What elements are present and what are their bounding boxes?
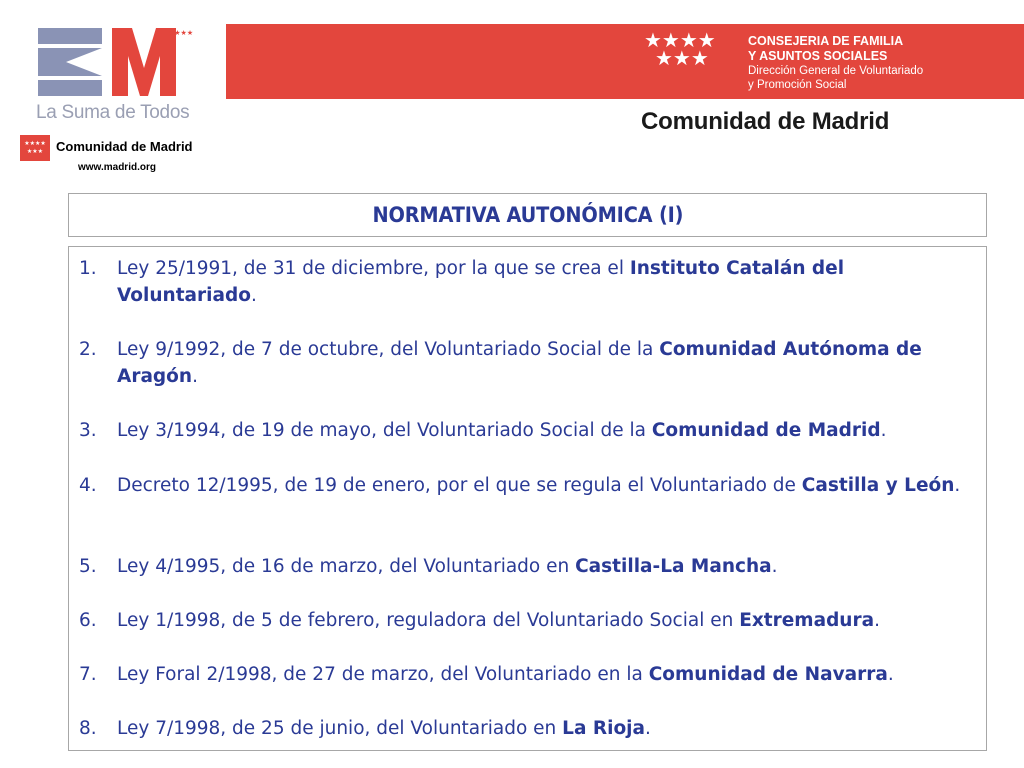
ministry-line-4: y Promoción Social <box>748 79 847 91</box>
item-highlight: Comunidad de Navarra <box>648 664 888 685</box>
law-item <box>69 255 979 309</box>
item-number: 5. <box>79 556 97 577</box>
law-item <box>69 715 979 742</box>
law-item <box>69 336 979 390</box>
item-number: 2. <box>79 339 97 360</box>
law-item <box>69 553 979 580</box>
item-highlight: La Rioja <box>562 718 645 739</box>
item-text: Decreto 12/1995, de 19 de enero, por el que se regula el Voluntariado de Castilla y León. <box>117 475 961 496</box>
stars-icon <box>644 29 734 69</box>
item-highlight: Comunidad Autónoma de Aragón <box>117 339 922 387</box>
item-text: Ley Foral 2/1998, de 27 de marzo, del Voluntariado en la Comunidad de Navarra. <box>117 664 894 685</box>
region-name: Comunidad de Madrid <box>641 108 890 135</box>
small-brand-name: Comunidad de Madrid <box>56 139 193 154</box>
ministry-line-2: Y ASUNTOS SOCIALES <box>748 49 888 63</box>
item-text: Ley 1/1998, de 5 de febrero, reguladora del Voluntariado Social en Extremadura. <box>117 610 880 631</box>
svg-text:★★★★: ★★★★ <box>644 29 716 52</box>
ministry-text <box>748 34 923 92</box>
item-text: Ley 25/1991, de 31 de diciembre, por la que se crea el Instituto Catalán del Voluntariado. <box>117 258 845 306</box>
small-brand-url: www.madrid.org <box>78 162 156 173</box>
item-number: 7. <box>79 664 97 685</box>
sm-logo-mark <box>36 22 196 100</box>
item-number: 8. <box>79 718 97 739</box>
ministry-line-3: Dirección General de Voluntariado <box>748 65 924 77</box>
item-text: Ley 3/1994, de 19 de mayo, del Voluntariado Social de la Comunidad de Madrid. <box>117 420 887 441</box>
madrid-flag-icon: ★★★★ ★★★ <box>20 135 50 161</box>
law-item <box>69 607 979 634</box>
ministry-banner <box>226 24 1024 99</box>
law-list-box <box>68 246 987 751</box>
logo-tagline: La Suma de Todos <box>36 102 190 123</box>
item-number: 4. <box>79 475 97 496</box>
item-highlight: Castilla y León <box>801 475 955 496</box>
item-text: Ley 7/1998, de 25 de junio, del Voluntariado en La Rioja. <box>117 718 651 739</box>
item-highlight: Comunidad de Madrid <box>651 420 881 441</box>
item-text: Ley 9/1992, de 7 de octubre, del Voluntariado Social de la Comunidad Autónoma de Aragón. <box>117 339 922 387</box>
law-item <box>69 417 979 444</box>
item-number: 1. <box>79 258 97 279</box>
item-text: Ley 4/1995, de 16 de marzo, del Voluntariado en Castilla-La Mancha. <box>117 556 778 577</box>
svg-text:★★★★: ★★★★ <box>168 29 194 37</box>
item-highlight: Castilla-La Mancha <box>575 556 772 577</box>
slide-title-box <box>68 193 987 237</box>
la-suma-de-todos-logo <box>20 22 225 178</box>
svg-text:★★★: ★★★ <box>655 46 709 69</box>
item-number: 6. <box>79 610 97 631</box>
item-number: 3. <box>79 420 97 441</box>
law-item <box>69 472 979 499</box>
ministry-line-1: CONSEJERIA DE FAMILIA <box>748 34 904 48</box>
item-highlight: Extremadura <box>739 610 875 631</box>
law-item <box>69 661 979 688</box>
item-highlight: Instituto Catalán del Voluntariado <box>117 258 845 306</box>
slide-title: NORMATIVA AUTONÓMICA (I) <box>372 203 683 227</box>
